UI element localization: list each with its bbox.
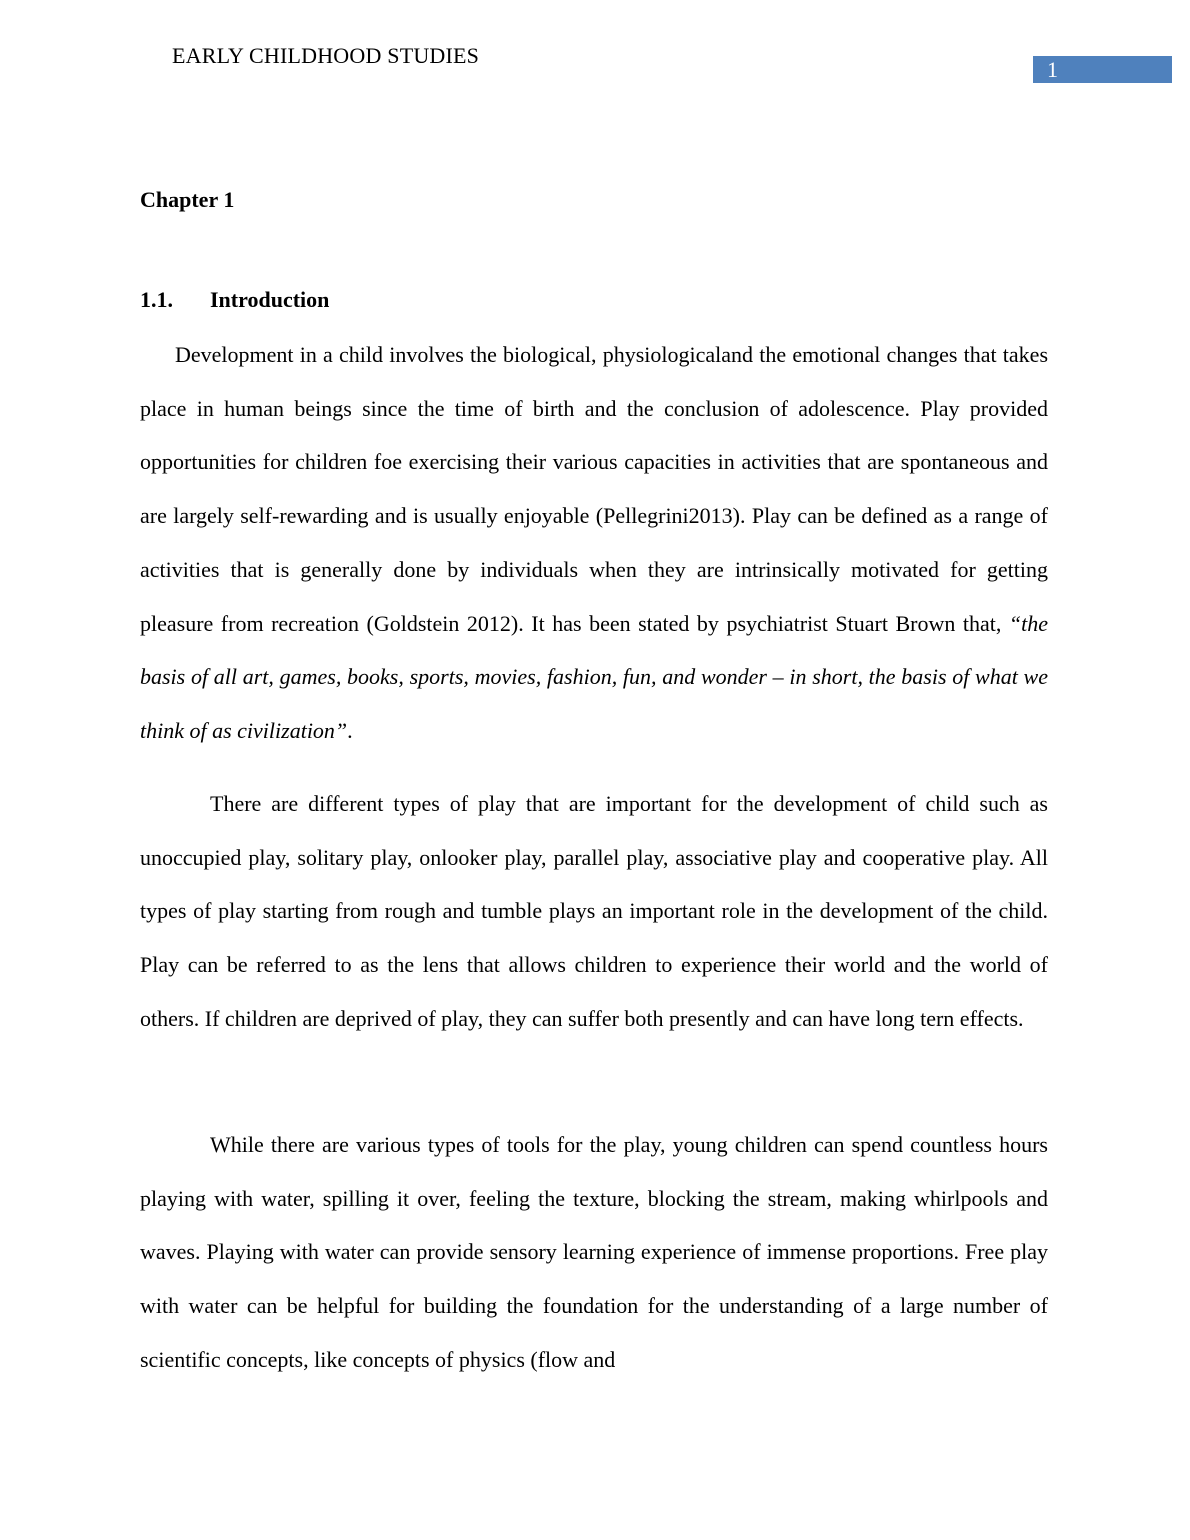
paragraph-types-of-play: There are different types of play that are important for the development of child such as unoccupied play, solitary play, onlooker play, parallel play, associative play and cooperative play. All types of play starting from rough and tumble plays an important role in the development of the child. Play can be referred to as the lens that allows children to experience their world and the world of others. If children are deprived of play, they can suffer both presently and can have long tern effects. (140, 791, 1048, 1031)
section-heading (140, 287, 329, 313)
paragraph-introduction (140, 328, 1048, 758)
page-number-badge (1033, 56, 1172, 83)
section-title: Introduction (210, 287, 330, 312)
section-number: 1.1. (140, 287, 173, 312)
chapter-title: Chapter 1 (140, 187, 235, 212)
page-number: 1 (1047, 57, 1058, 82)
stuart-brown-quote: “the basis of all art, games, books, sports, movies, fashion, fun, and wonder – in short, the basis of what we think of as civilization” (140, 610, 1048, 743)
paragraph-1-text: Development in a child involves the biological, physiologicaland the emotional changes that takes place in human beings since the time of birth and the conclusion of adolescence. Play provided opportunities for children foe exercising their various capacities in activities that are spontaneous and are largely self-rewarding and is usually enjoyable (Pellegrini2013). Play can be defined as a range of activities that is generally done by individuals when they are intrinsically motivated for getting pleasure from recreation (Goldstein 2012). It has been stated by psychiatrist Stuart Brown that, (140, 342, 1048, 636)
paragraph-water-play: While there are various types of tools for the play, young children can spend countless hours playing with water, spilling it over, feeling the texture, blocking the stream, making whirlpools and waves. Playing with water can provide sensory learning experience of immense proportions. Free play with water can be helpful for building the foundation for the understanding of a large number of scientific concepts, like concepts of physics (flow and (140, 1132, 1048, 1372)
paragraph-1-end: . (347, 717, 353, 743)
running-head: EARLY CHILDHOOD STUDIES (172, 43, 480, 68)
